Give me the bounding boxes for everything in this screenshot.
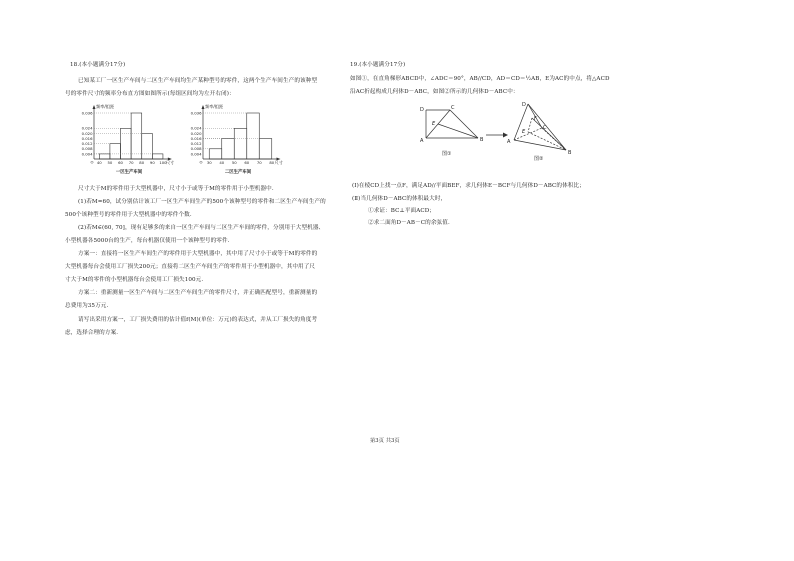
y-tick-label: 0.004 <box>190 151 202 157</box>
q19-header: 19.(本小题满分17分) <box>350 62 406 68</box>
y-tick-label: 0.012 <box>190 141 202 147</box>
q19-part-2a: ①求证：BC⊥平面ACD； <box>368 208 436 214</box>
histogram-district-2 <box>177 103 301 179</box>
q19-paragraph: 如图①，在直角梯形ABCD中，∠ADC＝90°，AB//CD，AD＝CD＝½AB，E为AC的中点，将△ACD <box>350 76 610 82</box>
y-axis-label: 频率/组距 <box>205 104 224 109</box>
q19-part-1: (Ⅰ)在棱CD上找一点F，满足AD//平面BEF，求几何体E－BCF与几何体D－ABC的体积比； <box>352 183 585 189</box>
q18-paragraph: 500个该种型号的零件用于大型机器中的零件个数. <box>65 212 192 218</box>
y-tick-label: 0.004 <box>81 151 93 157</box>
x-tick-label: 100 <box>159 160 167 165</box>
x-tick-label: 40 <box>96 160 102 165</box>
histogram-bar <box>110 144 121 159</box>
q18-paragraph: 已知某工厂一区生产车间与二区生产车间均生产某种型号的零件，这两个生产车间生产的该种型 <box>78 78 318 84</box>
y-tick-label: 0.020 <box>81 130 93 136</box>
q18-paragraph: 虑，选择合理的方案. <box>65 330 119 336</box>
x-tick-label: 90 <box>149 160 155 165</box>
q19-paragraph: 沿AC折起构成几何体D－ABC，如图②所示的几何体D－ABC中： <box>350 89 519 95</box>
histogram-bar <box>121 128 132 159</box>
q18-paragraph: (1)若M=60，试分别估计该工厂一区生产车间生产的500个该种型号的零件和二区生产车间生产的 <box>78 199 326 205</box>
x-tick-label: 60 <box>244 160 250 165</box>
y-tick-label: 0.008 <box>81 146 93 152</box>
fig2-label-E: E <box>522 129 526 135</box>
fig1-label-D: D <box>420 107 424 113</box>
fig1-caption: 图① <box>442 151 452 157</box>
histogram-bar <box>234 128 247 159</box>
y-tick-label: 0.016 <box>81 135 93 141</box>
histogram-bar <box>152 154 163 159</box>
fig1-label-E: E <box>432 121 436 127</box>
chart-title: 一区生产车间 <box>115 170 143 175</box>
fig1-label-A: A <box>420 138 424 144</box>
x-tick-label: 60 <box>118 160 123 165</box>
page-footer: 第3页 共3页 <box>370 438 400 444</box>
fig1-label-C: C <box>451 105 455 111</box>
q18-paragraph: 小型机器各5000台的生产，每台机器仅使用一个该种型号的零件. <box>65 238 230 244</box>
histogram-district-1 <box>68 103 192 179</box>
x-tick-label: 40 <box>219 160 225 165</box>
x-tick-label: 50 <box>231 160 237 165</box>
origin-label: O <box>199 159 203 165</box>
histogram-bar <box>99 154 110 159</box>
x-tick-label: 70 <box>256 160 262 165</box>
fig1-label-B: B <box>480 137 484 143</box>
histogram-bar <box>259 139 272 159</box>
y-tick-label: 0.036 <box>81 110 93 116</box>
x-axis-label: 尺寸 <box>274 160 283 165</box>
q19-part-2b: ②求二面角D－AB－C的余弦值. <box>368 220 450 226</box>
x-tick-label: 80 <box>269 160 275 165</box>
fig2-label-D: D <box>522 102 526 108</box>
q18-paragraph: 总费用为35万元. <box>65 303 109 309</box>
histogram-bar <box>247 113 260 159</box>
fig2-label-C: C <box>543 125 547 131</box>
q18-paragraph: 方案一：直接将一区生产车间生产的零件用于大型机器中，其中用了尺寸小于或等于M的零件的 <box>78 251 318 257</box>
q18-paragraph: 号的零件尺寸的频率分布直方图如图所示(每组区间均为左开右闭)： <box>65 91 235 97</box>
y-tick-label: 0.020 <box>190 130 202 136</box>
origin-label: O <box>90 159 94 165</box>
y-tick-label: 0.012 <box>81 141 93 147</box>
y-tick-label: 0.016 <box>190 135 202 141</box>
y-tick-label: 0.024 <box>81 125 93 131</box>
figure-2-tetrahedron <box>506 98 586 162</box>
q18-paragraph: (2)若M∈(60, 70]，现有足够多的来自一区生产车间与二区生产车间的零件，分别用于大型机器、 <box>78 225 325 231</box>
histogram-bar <box>142 133 153 159</box>
y-axis-label: 频率/组距 <box>96 104 115 109</box>
x-tick-label: 50 <box>107 160 113 165</box>
x-tick-label: 30 <box>206 160 212 165</box>
x-tick-label: 70 <box>128 160 134 165</box>
histogram-bar <box>222 139 235 159</box>
y-tick-label: 0.024 <box>190 125 202 131</box>
q18-paragraph: 尺寸大于M的零件用于大型机器中，尺寸小于或等于M的零件用于小型机器中. <box>78 186 274 192</box>
x-axis-label: 尺寸 <box>165 160 175 165</box>
fig2-label-F: F <box>534 116 537 122</box>
q19-part-2: (Ⅱ)当几何体D－ABC的体积最大时， <box>352 196 447 202</box>
q18-paragraph: 大型机器每台会使用工厂损失200元；直接将二区生产车间生产的零件用于小型机器中，其中用了尺 <box>65 264 316 270</box>
q18-paragraph: 寸大于M的零件的小型机器每台会使用工厂损失100元. <box>65 277 204 283</box>
histogram-bar <box>131 113 142 159</box>
fig2-label-A: A <box>507 139 511 145</box>
x-tick-label: 80 <box>139 160 145 165</box>
y-tick-label: 0.036 <box>190 110 202 116</box>
q18-paragraph: 方案二：重新测量一区生产车间与二区生产车间生产的零件尺寸，并正确匹配型号，重新测量的 <box>78 290 318 296</box>
fig2-caption: 图② <box>534 156 544 162</box>
fig2-label-B: B <box>568 150 572 156</box>
q18-paragraph: 请写出采用方案一，工厂损失费用的估计值f(M)(单位：万元)的表达式，并从工厂损失的角度考 <box>78 317 318 323</box>
y-tick-label: 0.008 <box>190 146 202 152</box>
q18-header: 18.(本小题满分17分) <box>70 62 126 68</box>
chart-title: 二区生产车间 <box>224 170 252 175</box>
histogram-bar <box>209 149 222 159</box>
